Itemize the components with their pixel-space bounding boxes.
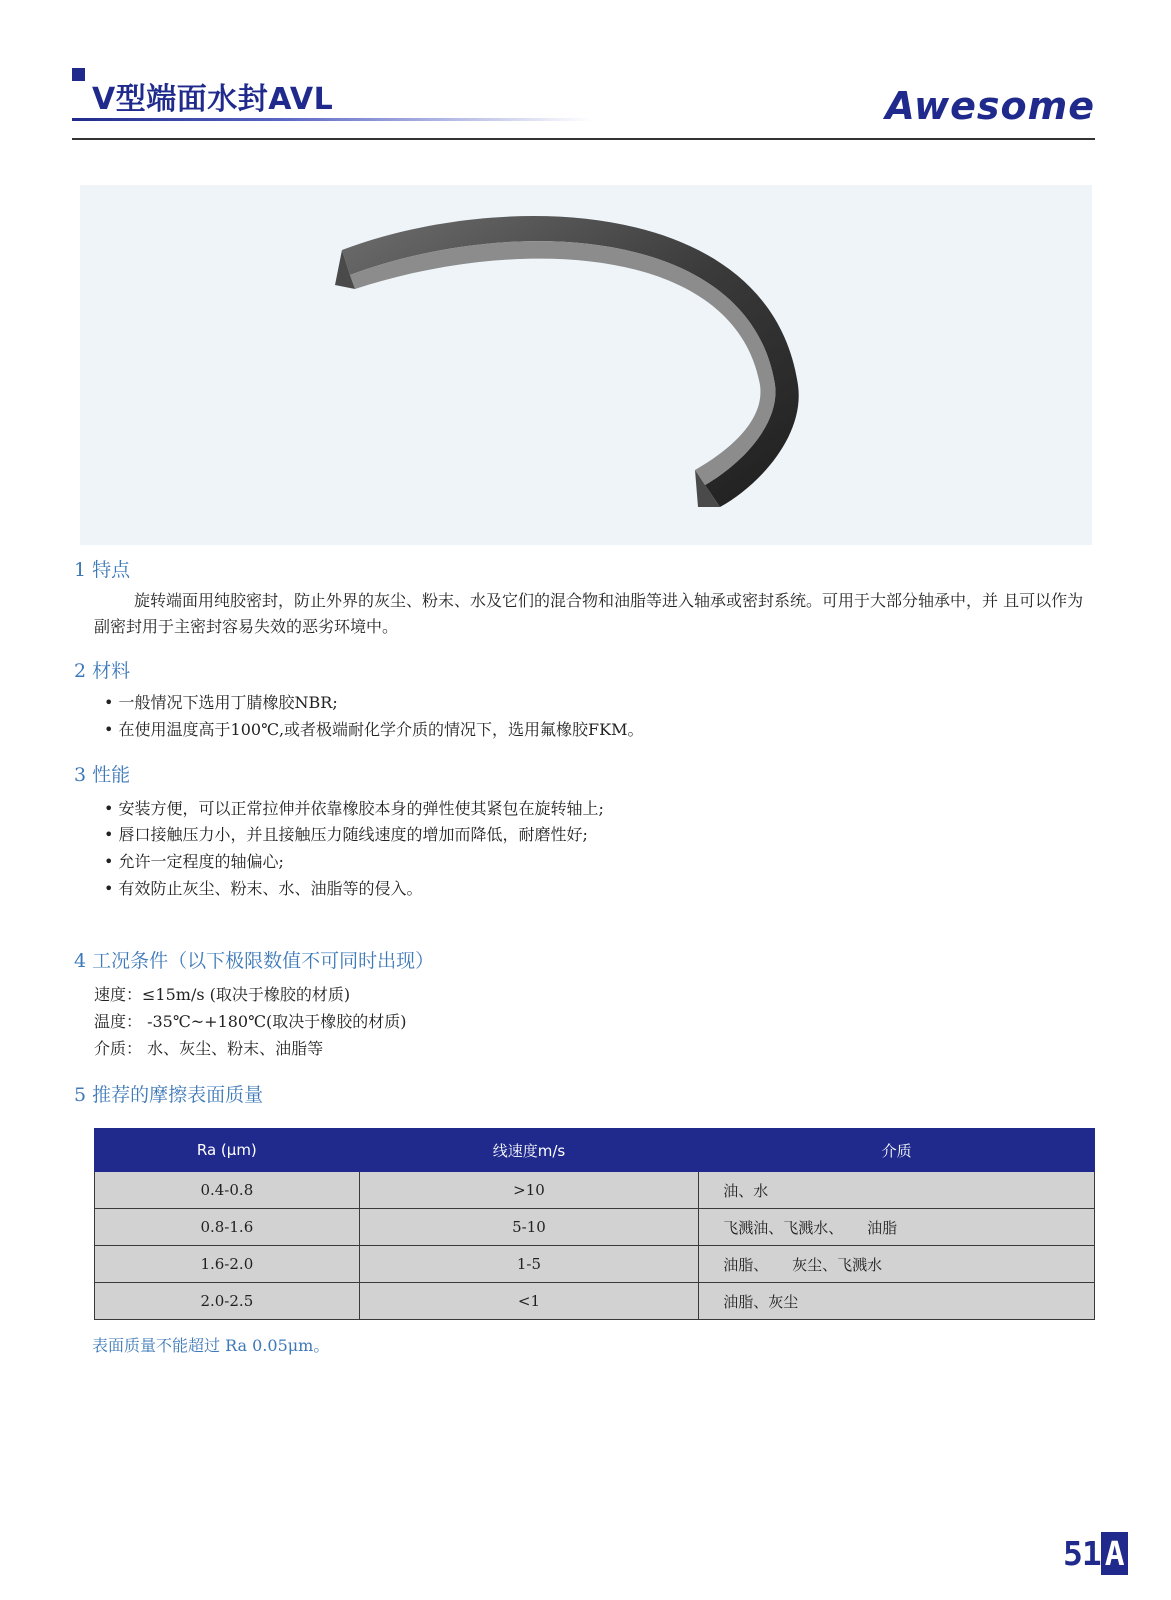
surface-note: 表面质量不能超过 Ra 0.05μm。 (92, 1336, 330, 1355)
column-header-speed: 线速度m/s (359, 1129, 699, 1172)
list-item: • 在使用温度高于100℃,或者极端耐化学介质的情况下，选用氟橡胶FKM。 (104, 720, 644, 739)
list-item: • 有效防止灰尘、粉末、水、油脂等的侵入。 (104, 879, 423, 898)
section-heading-performance: 3 性能 (74, 764, 131, 786)
brand-logo: Awesome (885, 84, 1095, 128)
title-marker (72, 68, 85, 81)
table-cell: 2.0-2.5 (95, 1283, 360, 1320)
column-header-ra: Ra (μm) (95, 1129, 360, 1172)
table-cell: 0.8-1.6 (95, 1209, 360, 1246)
table-cell: 油、水 (699, 1172, 1095, 1209)
table-header-row (95, 1129, 1095, 1172)
table-cell: 5-10 (359, 1209, 699, 1246)
table-cell: 0.4-0.8 (95, 1172, 360, 1209)
surface-quality-table (94, 1128, 1095, 1320)
page-title: V型端面水封AVL (92, 82, 334, 117)
table-cell: <1 (359, 1283, 699, 1320)
section-heading-surface: 5 推荐的摩擦表面质量 (74, 1084, 264, 1106)
table-row (95, 1172, 1095, 1209)
page-number (1063, 1532, 1128, 1575)
table-cell: 1.6-2.0 (95, 1246, 360, 1283)
section-heading-conditions: 4 工况条件（以下极限数值不可同时出现） (74, 950, 435, 972)
table-cell: 油脂、灰尘 (699, 1283, 1095, 1320)
table-cell: 飞溅油、飞溅水、 油脂 (699, 1209, 1095, 1246)
table-row (95, 1209, 1095, 1246)
page-number-digits: 51 (1063, 1534, 1101, 1573)
table-row (95, 1246, 1095, 1283)
section-heading-material: 2 材料 (74, 660, 131, 682)
table-cell: 1-5 (359, 1246, 699, 1283)
table-row (95, 1283, 1095, 1320)
list-item: • 唇口接触压力小，并且接触压力随线速度的增加而降低，耐磨性好; (104, 825, 588, 844)
title-underline (72, 118, 592, 121)
table-cell: 油脂、 灰尘、飞溅水 (699, 1246, 1095, 1283)
page-number-suffix: A (1101, 1532, 1128, 1575)
column-header-medium: 介质 (699, 1129, 1095, 1172)
list-item: • 安装方便，可以正常拉伸并依靠橡胶本身的弹性使其紧包在旋转轴上; (104, 799, 604, 818)
condition-speed: 速度：≤15m/s (取决于橡胶的材质) (94, 985, 351, 1004)
table-cell: >10 (359, 1172, 699, 1209)
condition-temperature: 温度： -35℃~+180℃(取决于橡胶的材质) (94, 1012, 407, 1031)
features-paragraph: 旋转端面用纯胶密封，防止外界的灰尘、粉末、水及它们的混合物和油脂等进入轴承或密封系统。可用于大部分轴承中，并 且可以作为副密封用于主密封容易失效的恶劣环境中。 (94, 591, 1084, 636)
section-heading-features: 1 特点 (74, 559, 131, 581)
list-item: • 一般情况下选用丁腈橡胶NBR; (104, 693, 338, 712)
list-item: • 允许一定程度的轴偏心; (104, 852, 284, 871)
condition-medium: 介质： 水、灰尘、粉末、油脂等 (94, 1039, 324, 1058)
header-rule (72, 138, 1095, 140)
product-photo (80, 185, 1092, 545)
v-ring-seal-icon (80, 185, 1092, 545)
